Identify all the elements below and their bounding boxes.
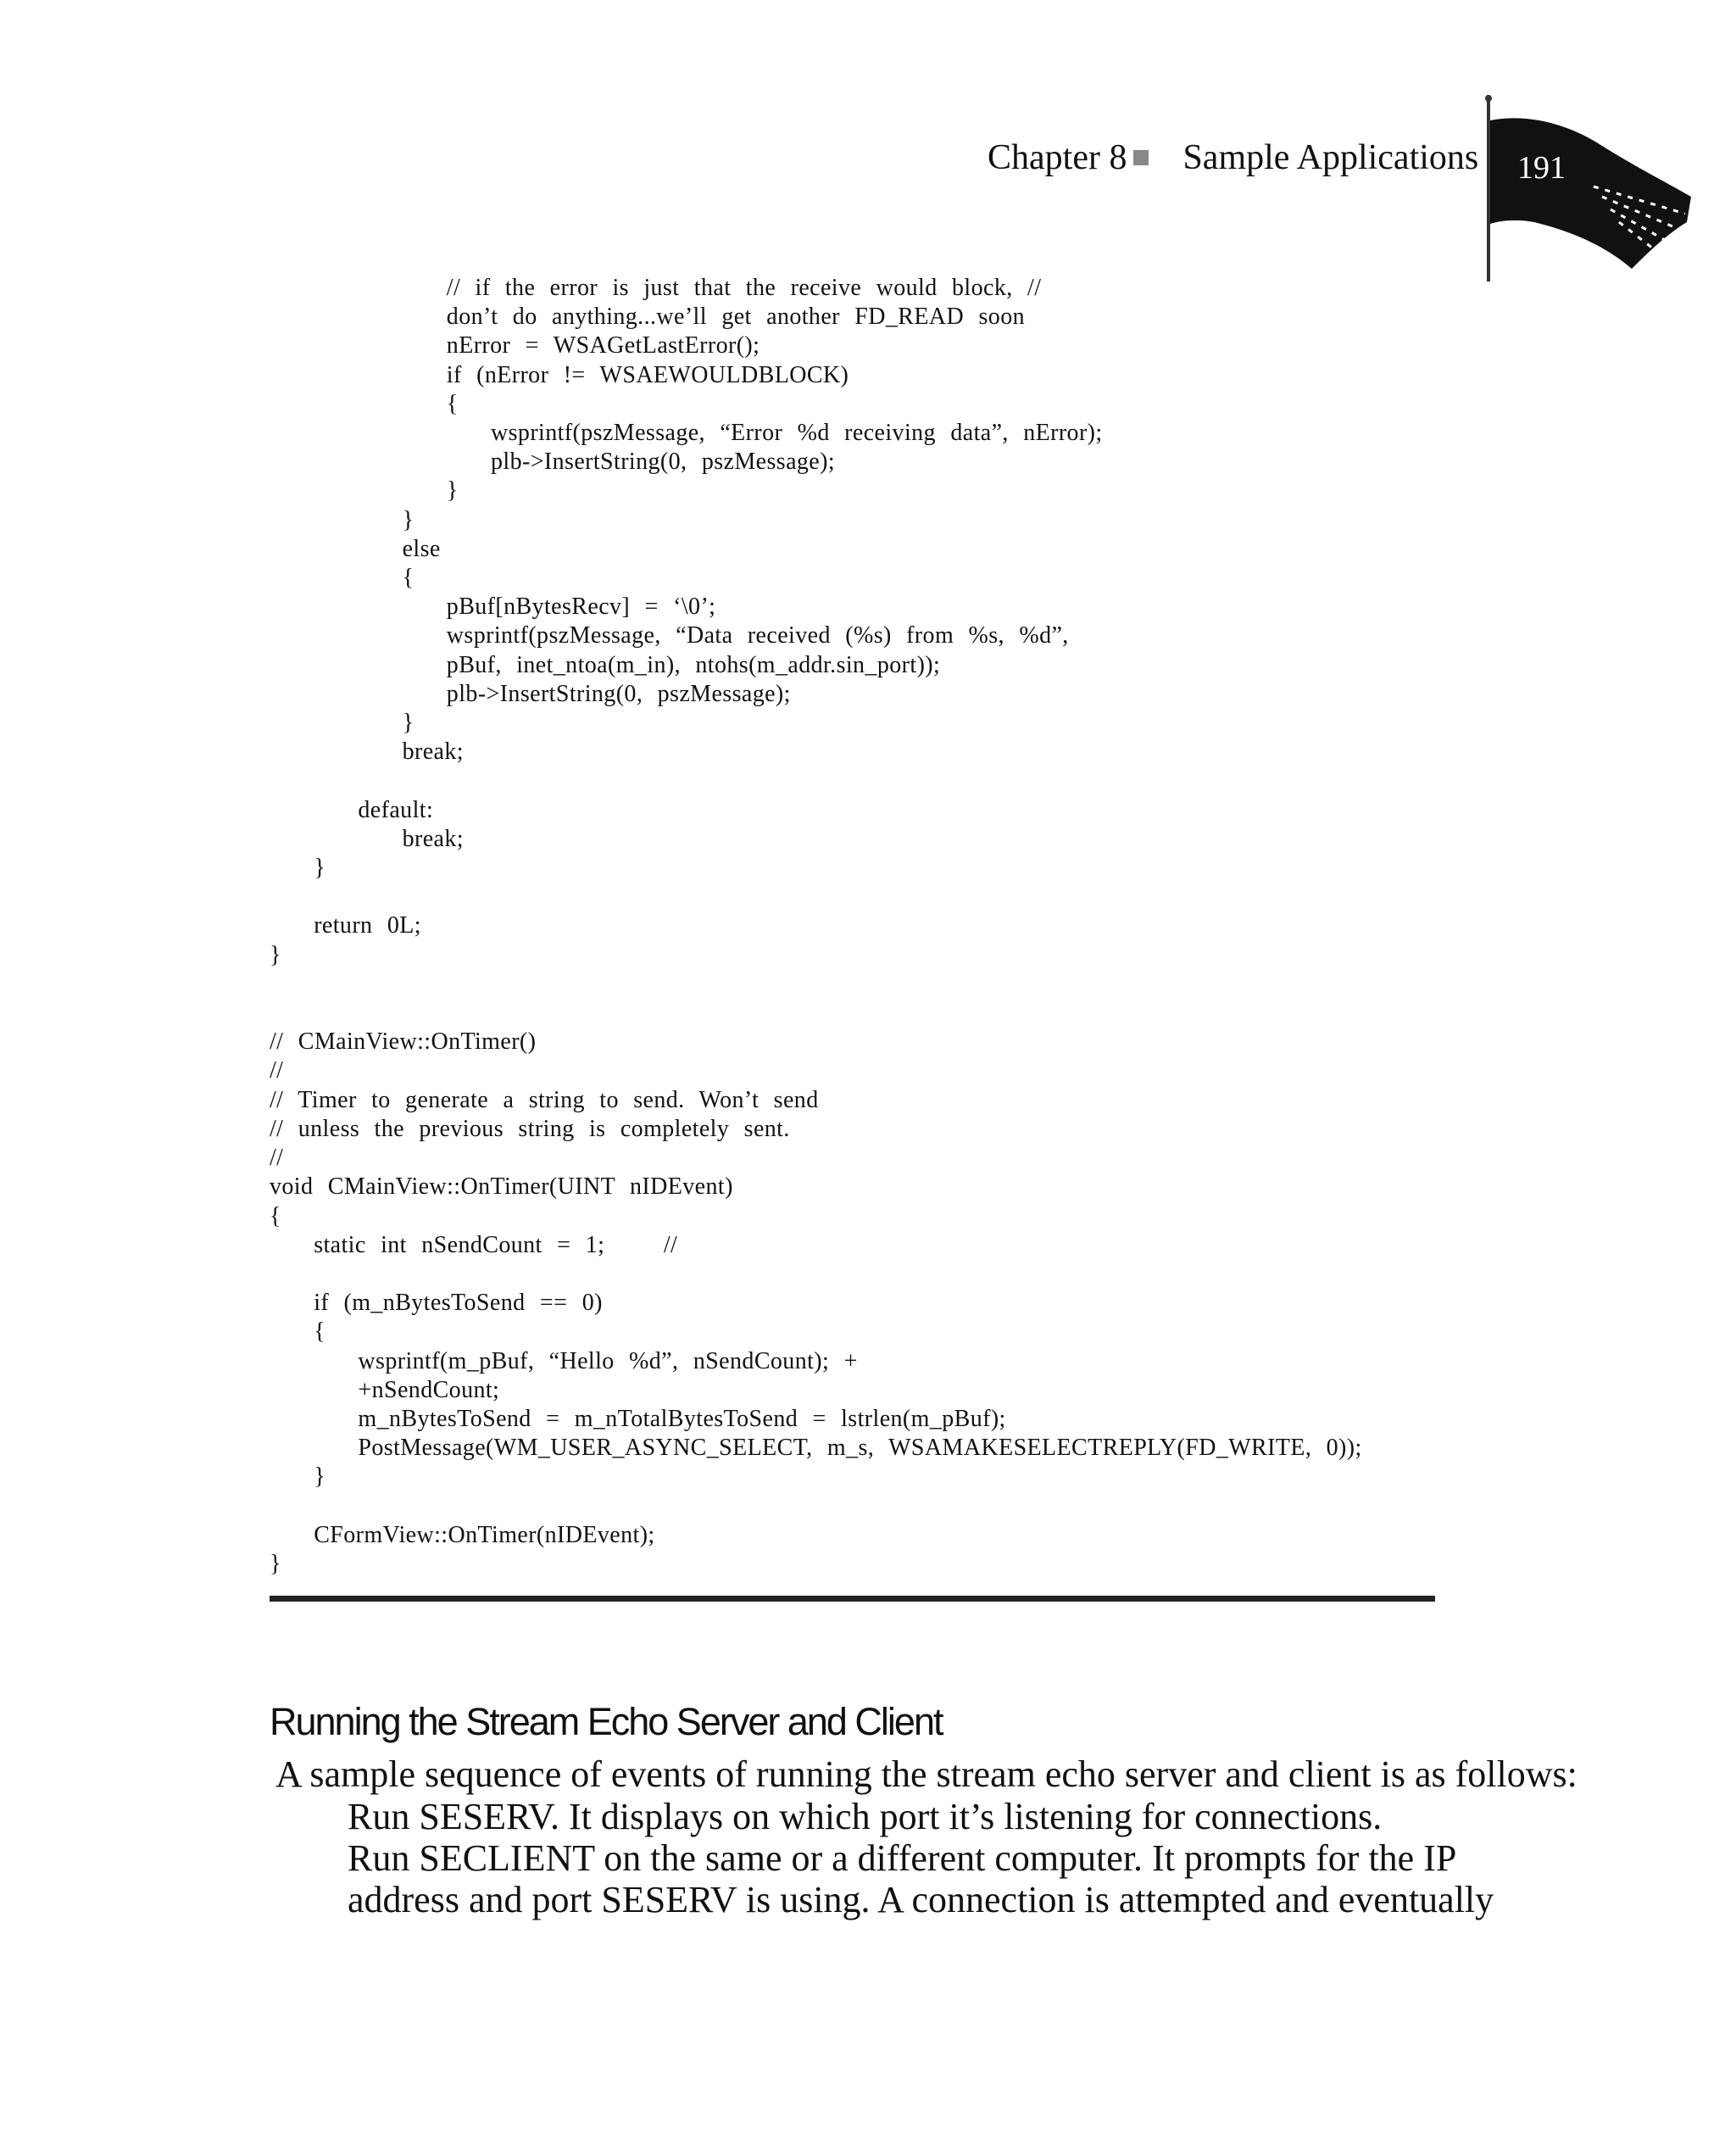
code-line: } [270, 710, 415, 737]
code-line: { [270, 1202, 281, 1229]
running-header [988, 137, 1478, 178]
square-bullet-icon [1133, 150, 1149, 165]
code-line: plb->InsertString(0, pszMessage); [270, 680, 791, 707]
code-line: pBuf, inet_ntoa(m_in), ntohs(m_addr.sin_port)); [270, 651, 941, 678]
chapter-label: Chapter 8 [988, 138, 1127, 177]
code-line: pBuf[nBytesRecv] = ‘\0’; [270, 594, 716, 621]
code-line: // Timer to generate a string to send. Won’t send [270, 1086, 819, 1113]
code-line: PostMessage(WM_USER_ASYNC_SELECT, m_s, WSAMAKESELECTREPLY(FD_WRITE, 0)); [270, 1435, 1362, 1462]
code-line: default: [270, 796, 434, 823]
step-line: Run SESERV. It displays on which port it’s listening for connections. [348, 1796, 1383, 1837]
code-line: } [270, 477, 459, 504]
code-line: } [270, 1550, 281, 1577]
code-line: wsprintf(pszMessage, “Error %d receiving data”, nError); [270, 420, 1103, 447]
section-heading: Running the Stream Echo Server and Client [270, 1700, 943, 1743]
code-line: } [270, 941, 281, 968]
code-line: else [270, 535, 441, 562]
code-line: // [270, 1057, 284, 1084]
code-line: static int nSendCount = 1; // [270, 1231, 678, 1258]
code-line: break; [270, 825, 464, 852]
flag-logo-icon [1475, 95, 1695, 290]
code-line: CFormView::OnTimer(nIDEvent); [270, 1521, 655, 1548]
intro-paragraph: A sample sequence of events of running the stream echo server and client is as follows: [275, 1753, 1577, 1795]
code-line: m_nBytesToSend = m_nTotalBytesToSend = lstrlen(m_pBuf); [270, 1405, 1006, 1432]
code-line: if (m_nBytesToSend == 0) [270, 1290, 603, 1317]
steps-list [348, 1796, 1494, 1920]
code-line: +nSendCount; [270, 1376, 500, 1403]
code-line: // unless the previous string is completely sent. [270, 1115, 790, 1142]
code-line: } [270, 1463, 326, 1491]
code-line: wsprintf(pszMessage, “Data received (%s) from %s, %d”, [270, 622, 1069, 649]
code-line: // CMainView::OnTimer() [270, 1028, 537, 1056]
code-line: return 0L; [270, 912, 421, 939]
code-line: if (nError != WSAEWOULDBLOCK) [270, 361, 849, 388]
code-listing [270, 274, 1362, 1579]
code-line: { [270, 565, 415, 592]
step-line: address and port SESERV is using. A connection is attempted and eventually [348, 1879, 1494, 1920]
code-line: // if the error is just that the receive would block, // [270, 275, 1042, 301]
code-line: break; [270, 738, 464, 766]
code-line: // [270, 1145, 284, 1172]
section-label: Sample Applications [1182, 138, 1479, 177]
page-number: 191 [1517, 150, 1566, 186]
code-line: plb->InsertString(0, pszMessage); [270, 449, 836, 476]
code-line: don’t do anything...we’ll get another FD_READ soon [270, 304, 1025, 331]
code-line: } [270, 855, 326, 882]
code-line: } [270, 506, 415, 533]
code-line: wsprintf(m_pBuf, “Hello %d”, nSendCount); + [270, 1347, 858, 1374]
code-line: void CMainView::OnTimer(UINT nIDEvent) [270, 1173, 733, 1201]
code-line: { [270, 390, 459, 417]
code-line: { [270, 1318, 326, 1346]
listing-end-rule [270, 1596, 1435, 1602]
code-line: nError = WSAGetLastError(); [270, 332, 760, 359]
step-line: Run SECLIENT on the same or a different computer. It prompts for the IP [348, 1837, 1457, 1879]
